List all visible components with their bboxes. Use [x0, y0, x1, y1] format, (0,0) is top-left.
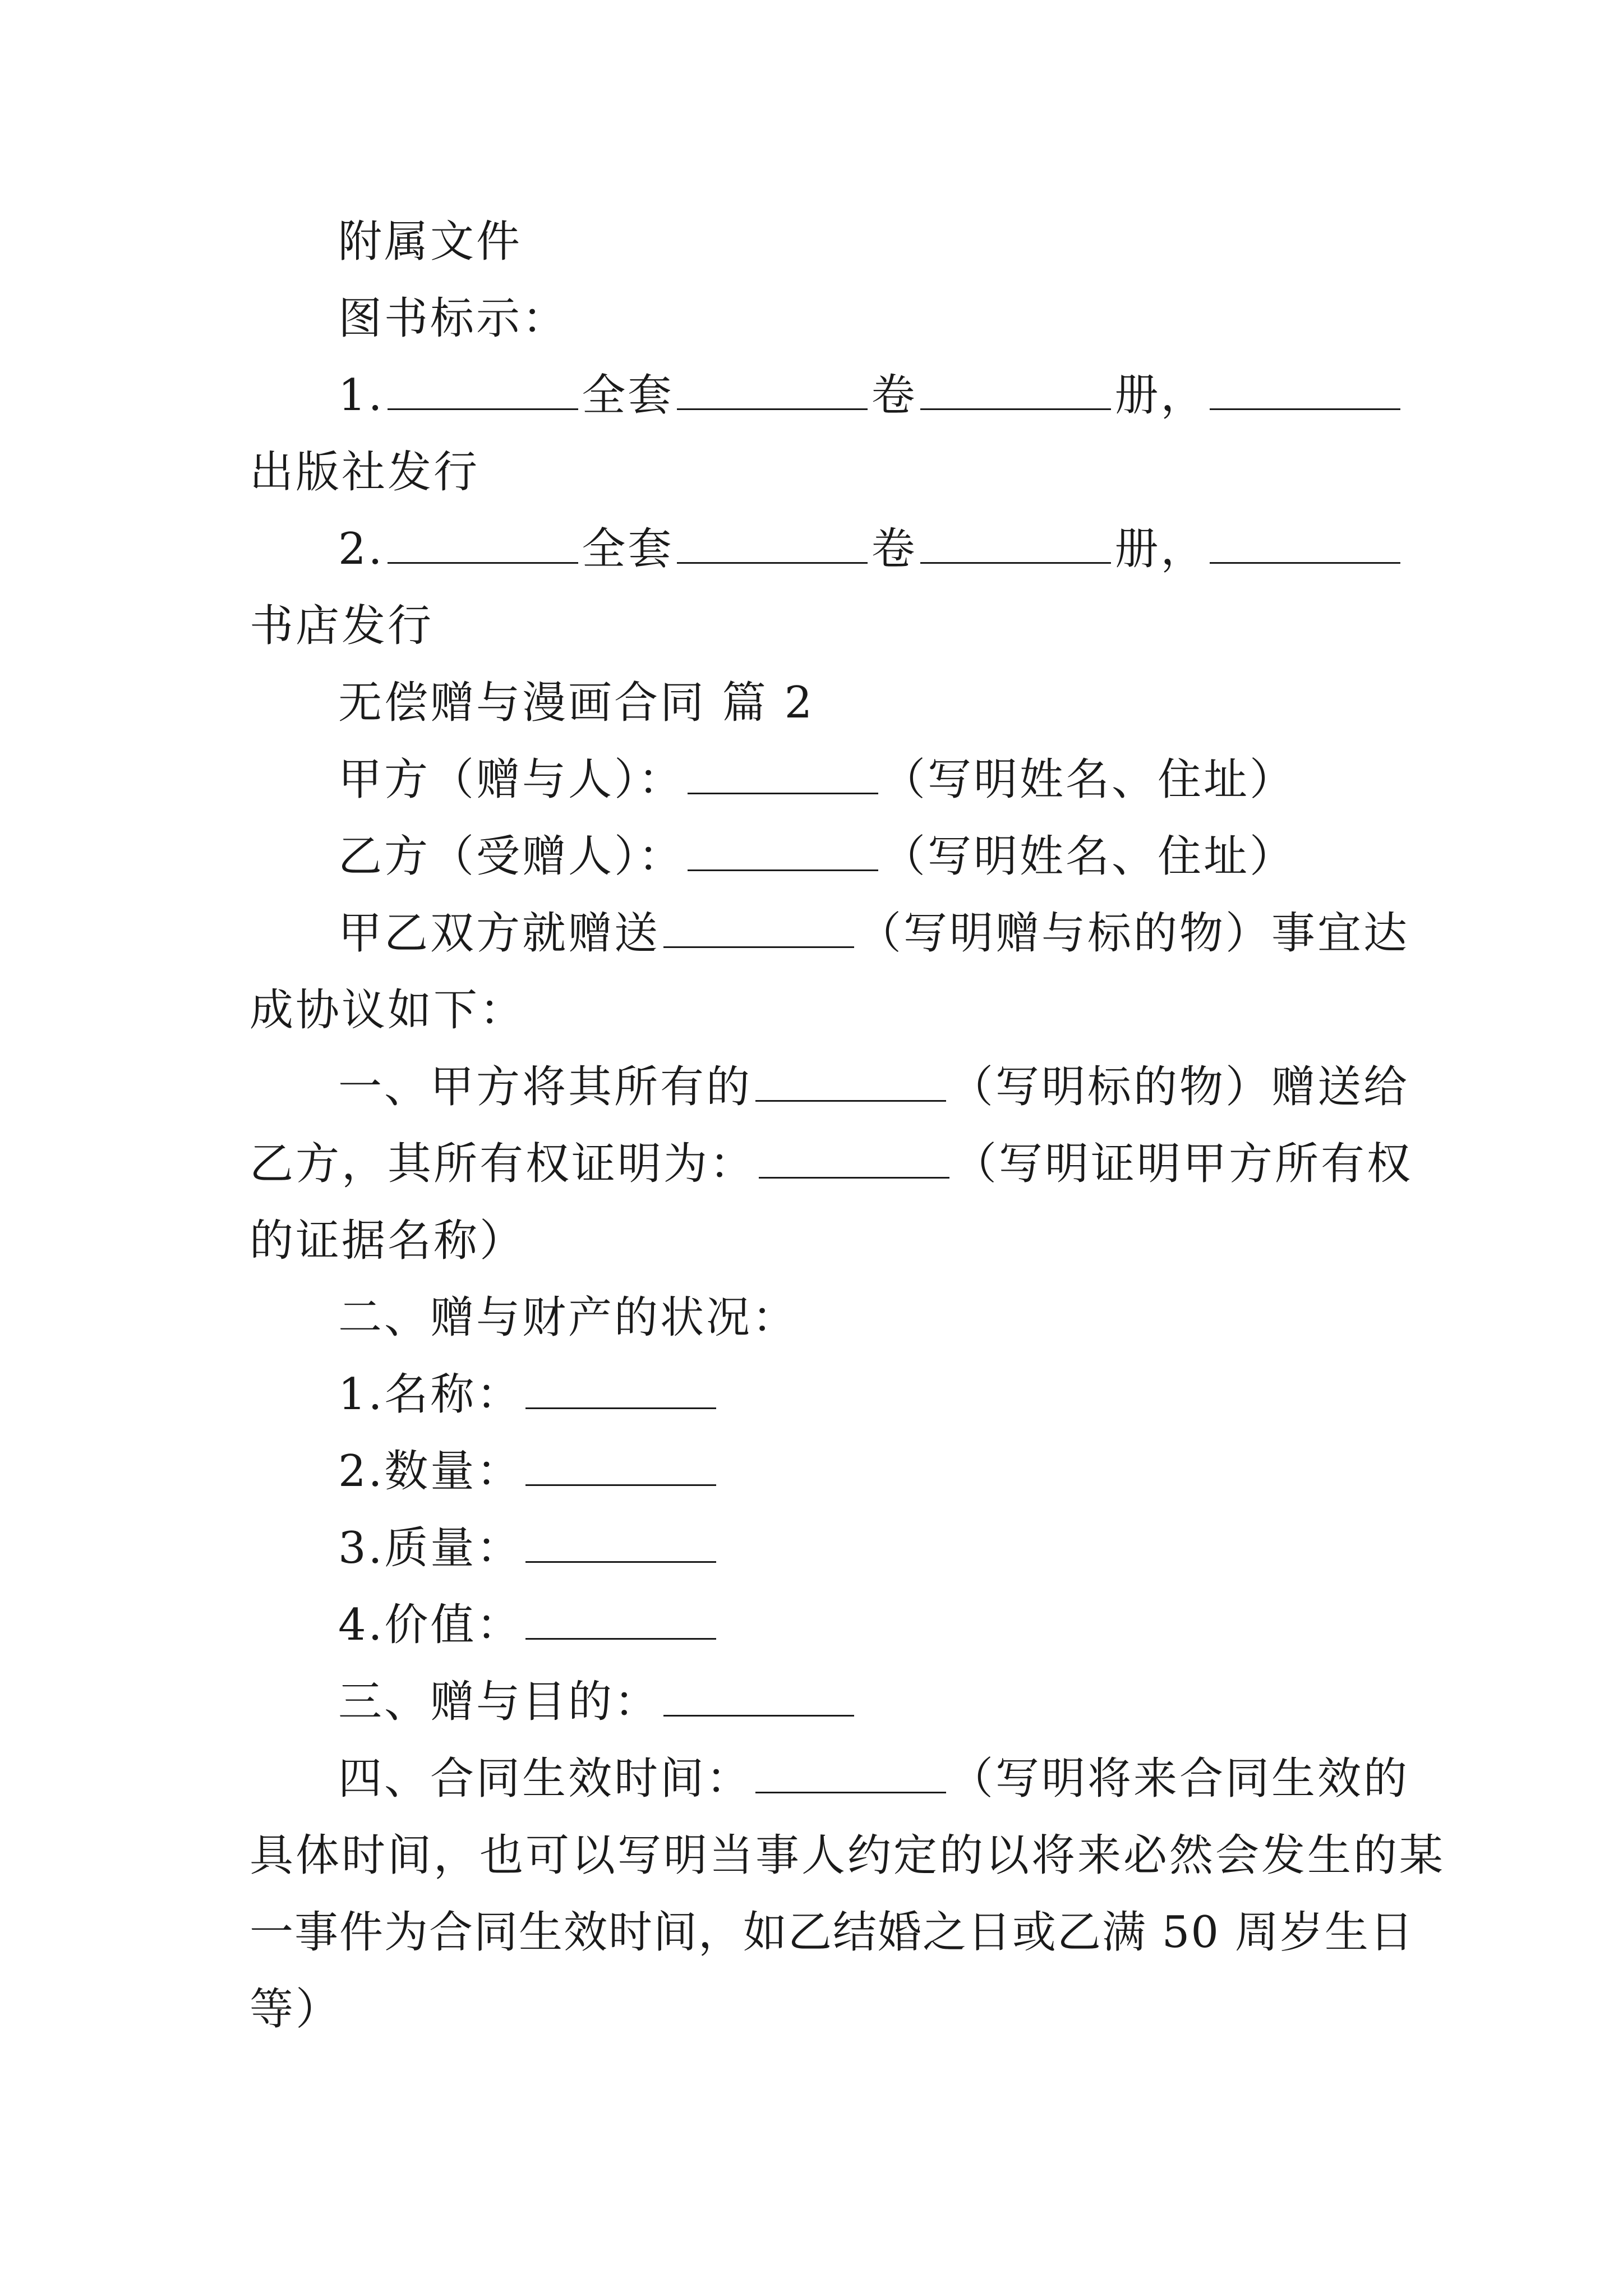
book-label-heading — [338, 288, 568, 349]
fill-blank[interactable] — [525, 1402, 716, 1409]
text: 2. — [338, 524, 385, 574]
text: 册， — [1114, 524, 1207, 574]
text: 等） — [250, 1984, 342, 2035]
agreement-intro-cont — [250, 979, 525, 1041]
text: 2.数量： — [338, 1446, 523, 1497]
book-item-1 — [338, 365, 1404, 426]
text: 出版社发行 — [250, 447, 480, 498]
text: 全套 — [582, 370, 674, 421]
party-a — [338, 749, 1295, 811]
text: 一事件为合同生效时间，如乙结婚之日或乙满 50 周岁生日 — [250, 1907, 1414, 1958]
text: （写明标的物）赠送给 — [949, 1062, 1410, 1112]
fill-blank[interactable] — [663, 1709, 854, 1717]
text: 册， — [1114, 370, 1207, 421]
clause-4-cont-2 — [250, 1902, 1414, 1963]
text: 1.名称： — [338, 1369, 523, 1420]
text: 书店发行 — [250, 601, 434, 651]
fill-blank[interactable] — [688, 787, 878, 794]
agreement-intro — [338, 903, 1409, 964]
fill-blank[interactable] — [525, 1556, 716, 1563]
text: 四、合同生效时间： — [338, 1754, 753, 1804]
fill-blank[interactable] — [755, 1786, 946, 1793]
text: 的证据名称） — [250, 1216, 526, 1266]
text: 附属文件 — [338, 217, 523, 267]
text: （写明赠与标的物）事宜达 — [857, 908, 1410, 959]
property-quality — [338, 1517, 720, 1579]
text: （写明证明甲方所有权 — [953, 1139, 1413, 1189]
text: 成协议如下： — [250, 985, 526, 1036]
text: 甲乙双方就赠送 — [338, 908, 661, 959]
book-item-1-cont — [250, 441, 479, 503]
clause-4 — [338, 1748, 1409, 1810]
book-item-2 — [338, 518, 1404, 580]
fill-blank[interactable] — [920, 556, 1111, 564]
text: （写明姓名、住址） — [882, 754, 1296, 805]
clause-3 — [338, 1671, 857, 1733]
fill-blank[interactable] — [677, 556, 868, 564]
text: 4.价值： — [338, 1600, 523, 1650]
text: 二、赠与财产的状况： — [338, 1292, 799, 1343]
text: （写明将来合同生效的 — [949, 1754, 1410, 1804]
text: 无偿赠与漫画合同 篇 2 — [338, 678, 815, 728]
text: 具体时间，也可以写明当事人约定的以将来必然会发生的某 — [250, 1830, 1446, 1881]
fill-blank[interactable] — [755, 1094, 946, 1102]
fill-blank[interactable] — [1210, 556, 1400, 564]
property-name — [338, 1364, 720, 1425]
fill-blank[interactable] — [525, 1632, 716, 1640]
fill-blank[interactable] — [388, 556, 578, 564]
text: 三、赠与目的： — [338, 1677, 661, 1727]
text: 甲方（赠与人）： — [338, 754, 685, 805]
fill-blank[interactable] — [688, 864, 878, 871]
fill-blank[interactable] — [677, 403, 868, 410]
party-b — [338, 826, 1295, 887]
clause-1 — [338, 1056, 1409, 1118]
text: 乙方，其所有权证明为： — [250, 1139, 756, 1189]
clause-4-cont-3 — [250, 1978, 342, 2040]
text: 图书标示： — [338, 293, 569, 344]
clause-1-cont — [250, 1133, 1413, 1195]
clause-2 — [338, 1287, 798, 1349]
clause-4-cont — [250, 1825, 1445, 1887]
book-item-2-cont — [250, 595, 434, 657]
text: 全套 — [582, 524, 674, 574]
attachment-heading — [338, 211, 522, 273]
text: 一、甲方将其所有的 — [338, 1062, 753, 1112]
fill-blank[interactable] — [759, 1171, 949, 1179]
property-quantity — [338, 1441, 720, 1502]
fill-blank[interactable] — [1210, 403, 1400, 410]
property-value — [338, 1594, 720, 1656]
fill-blank[interactable] — [388, 403, 578, 410]
text: 卷 — [871, 370, 917, 421]
text: 1. — [338, 370, 385, 421]
text: 3.质量： — [338, 1523, 523, 1573]
text: （写明姓名、住址） — [882, 831, 1296, 882]
clause-1-cont-2 — [250, 1210, 525, 1272]
fill-blank[interactable] — [920, 403, 1111, 410]
text: 卷 — [871, 524, 917, 574]
fill-blank[interactable] — [525, 1479, 716, 1486]
fill-blank[interactable] — [663, 941, 854, 948]
section-title — [338, 672, 814, 734]
text: 乙方（受赠人）： — [338, 831, 685, 882]
